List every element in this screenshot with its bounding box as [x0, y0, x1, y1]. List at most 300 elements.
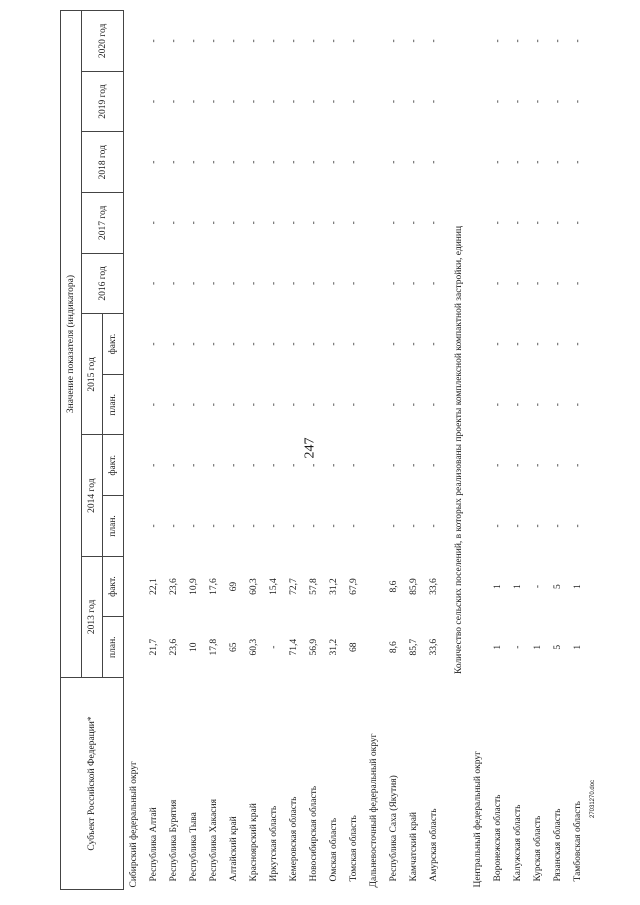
region-name: Омская область [329, 817, 339, 882]
value-cell: - [309, 39, 319, 43]
value-cell: - [289, 524, 299, 528]
value-cell: 17,6 [209, 578, 219, 595]
value-cell [468, 496, 488, 557]
region-name: Республика Саха (Якутия) [389, 775, 399, 882]
value-cell: - [169, 403, 179, 407]
value-cell: - [533, 524, 543, 528]
value-cell: - [429, 403, 439, 407]
table-row [184, 11, 204, 890]
value-cell: - [169, 99, 179, 104]
value-cell: 1 [493, 584, 503, 589]
value-cell: 57,8 [309, 578, 319, 595]
value-cell: - [429, 463, 439, 467]
value-cell: - [229, 281, 239, 286]
region-name: Республика Хакасия [209, 799, 219, 882]
value-cell: - [209, 39, 219, 43]
value-cell [364, 253, 384, 314]
value-cell: 56,9 [309, 638, 319, 656]
value-cell: - [493, 221, 503, 225]
value-cell: - [429, 99, 439, 104]
value-cell: 85,9 [409, 578, 419, 595]
value-cell: - [349, 160, 359, 164]
value-cell: - [553, 403, 563, 407]
value-cell [364, 193, 384, 254]
value-cell: 85,7 [409, 638, 419, 656]
region-name: Томская область [349, 815, 359, 882]
value-cell: 5 [553, 644, 563, 650]
value-cell: 60,3 [249, 578, 259, 595]
value-cell: - [169, 39, 179, 43]
value-cell: - [249, 39, 259, 43]
value-cell: - [169, 221, 179, 225]
year-2020-header: 2020 год [82, 11, 124, 72]
value-cell: - [289, 39, 299, 43]
value-cell: - [429, 342, 439, 346]
value-cell: - [409, 39, 419, 43]
table-row [324, 11, 344, 890]
table-row [244, 11, 264, 890]
value-cell: - [389, 524, 399, 528]
value-cell: - [329, 281, 339, 286]
value-cell [468, 253, 488, 314]
value-cell: 33,6 [429, 578, 439, 595]
value-cell: - [553, 221, 563, 225]
value-cell: - [533, 403, 543, 407]
value-cell: - [149, 403, 159, 407]
value-cell [468, 11, 488, 72]
value-cell: - [189, 160, 199, 164]
value-cell: 15,4 [269, 578, 279, 595]
value-cell: - [269, 221, 279, 225]
year-2014-header: 2014 год [82, 435, 103, 556]
region-name: Воронежская область [493, 794, 503, 882]
table-row [284, 11, 304, 890]
value-cell [364, 314, 384, 375]
value-cell: - [553, 160, 563, 164]
plan-2015-header: план. [103, 374, 124, 435]
value-cell: - [189, 39, 199, 43]
value-cell: - [389, 281, 399, 286]
value-cell: - [349, 221, 359, 225]
value-cell: - [409, 403, 419, 407]
value-cell [468, 314, 488, 375]
value-cell [364, 132, 384, 193]
region-name: Курская область [533, 815, 543, 882]
value-cell: - [493, 463, 503, 467]
value-cell: - [309, 281, 319, 286]
value-cell: - [209, 403, 219, 407]
value-cell: - [309, 342, 319, 346]
value-cell: - [209, 160, 219, 164]
value-cell: - [429, 39, 439, 43]
value-cell: 10,9 [189, 578, 199, 595]
plan-2013-header: план. [103, 617, 124, 678]
value-cell: - [289, 99, 299, 104]
value-cell: 33,6 [429, 638, 439, 656]
value-cell: - [149, 160, 159, 164]
value-cell: - [169, 524, 179, 528]
value-cell [364, 556, 384, 617]
value-cell: - [409, 463, 419, 467]
value-cell: - [229, 342, 239, 346]
value-cell: - [209, 463, 219, 467]
value-cell: - [249, 342, 259, 346]
value-cell: - [229, 463, 239, 467]
value-cell: - [229, 160, 239, 164]
region-name: Рязанская область [553, 808, 563, 882]
value-cell: - [493, 342, 503, 346]
value-cell: - [533, 160, 543, 164]
region-name: Республика Алтай [149, 807, 159, 882]
table-row [384, 11, 404, 890]
value-cell: - [209, 281, 219, 286]
value-cell: - [209, 221, 219, 225]
table-row [528, 11, 548, 890]
value-cell: - [533, 39, 543, 43]
footer-file-code: 27031270.doc [590, 779, 596, 818]
value-cell: 31,2 [329, 578, 339, 595]
value-cell: - [573, 281, 583, 286]
value-cell: 68 [349, 642, 359, 652]
district-row [468, 11, 488, 890]
table-row [264, 11, 284, 890]
value-cell: - [289, 463, 299, 467]
year-2016-header: 2016 год [82, 253, 124, 314]
value-cell: - [149, 342, 159, 346]
value-cell: - [189, 99, 199, 104]
value-cell [124, 435, 145, 496]
year-2019-header: 2019 год [82, 71, 124, 132]
table-row [144, 11, 164, 890]
value-cell: - [149, 463, 159, 467]
value-cell [468, 374, 488, 435]
value-cell: - [329, 99, 339, 104]
value-cell [364, 71, 384, 132]
rotated-table-sheet [60, 10, 583, 890]
value-cell: - [249, 221, 259, 225]
value-cell: - [189, 221, 199, 225]
value-cell: - [169, 342, 179, 346]
value-cell: - [533, 584, 543, 589]
district-row [124, 11, 145, 890]
value-cell: - [513, 160, 523, 164]
value-cell: - [269, 281, 279, 286]
value-cell [124, 496, 145, 557]
value-cell: - [189, 342, 199, 346]
value-cell: - [429, 281, 439, 286]
value-cell [468, 556, 488, 617]
value-cell [124, 617, 145, 678]
value-cell: - [409, 342, 419, 346]
value-cell: - [429, 160, 439, 164]
value-cell: - [329, 160, 339, 164]
region-name: Республика Тыва [189, 812, 199, 882]
value-cell: - [513, 281, 523, 286]
region-name: Иркутская область [269, 805, 279, 882]
region-name: Тамбовская область [573, 801, 583, 882]
region-name: Красноярский край [249, 803, 259, 882]
table-row [424, 11, 444, 890]
value-cell: - [573, 39, 583, 43]
value-cell: - [329, 463, 339, 467]
table-row [204, 11, 224, 890]
value-cell [468, 435, 488, 496]
value-cell: - [269, 463, 279, 467]
fact-2015-header: факт. [103, 314, 124, 375]
value-cell: 8,6 [389, 641, 399, 654]
value-cell: 10 [189, 642, 199, 652]
value-cell: - [553, 99, 563, 104]
value-cell: - [209, 99, 219, 104]
value-cell: 1 [573, 644, 583, 650]
table-row [488, 11, 508, 890]
value-cell: - [573, 160, 583, 164]
value-cell: - [209, 524, 219, 528]
value-cell: - [329, 221, 339, 225]
value-cell: - [249, 99, 259, 104]
value-cell [124, 193, 145, 254]
value-cell: - [533, 99, 543, 104]
value-cell: 1 [513, 584, 523, 589]
value-cell: - [189, 463, 199, 467]
value-cell: 60,3 [249, 638, 259, 656]
page-number: 247 [302, 437, 318, 459]
table-row [224, 11, 244, 890]
value-cell: - [269, 403, 279, 407]
value-cell: - [229, 221, 239, 225]
value-cell: - [329, 524, 339, 528]
value-cell: - [349, 99, 359, 104]
value-cell: - [429, 221, 439, 225]
value-cell: - [493, 39, 503, 43]
district-name: Сибирский федеральный округ [129, 761, 139, 888]
value-cell: - [533, 221, 543, 225]
value-cell [468, 71, 488, 132]
value-cell: - [553, 39, 563, 43]
value-cell: - [409, 160, 419, 164]
value-cell: - [493, 403, 503, 407]
value-cell: - [513, 524, 523, 528]
value-cell: - [249, 281, 259, 286]
value-cell: - [349, 524, 359, 528]
table-row [568, 11, 588, 890]
value-cell: - [513, 342, 523, 346]
value-cell: - [389, 39, 399, 43]
value-cell: - [209, 342, 219, 346]
value-cell: - [513, 39, 523, 43]
subject-column-header: Субъект Российской Федерации* [61, 678, 124, 890]
value-cell: - [269, 645, 279, 649]
value-cell: - [229, 39, 239, 43]
year-2013-header: 2013 год [82, 556, 103, 677]
value-cell: - [573, 221, 583, 225]
value-cell: 1 [533, 644, 543, 650]
value-cell: - [513, 99, 523, 104]
value-cell [124, 132, 145, 193]
value-cell: - [573, 99, 583, 104]
value-cell [468, 132, 488, 193]
region-name: Новосибирская область [309, 785, 319, 882]
value-cell [364, 11, 384, 72]
year-2018-header: 2018 год [82, 132, 124, 193]
value-cell: - [409, 524, 419, 528]
value-cell: - [309, 99, 319, 104]
value-cell: - [149, 39, 159, 43]
section-1-body [124, 11, 445, 890]
value-cell [468, 617, 488, 678]
value-cell: - [249, 463, 259, 467]
value-cell: 17,8 [209, 638, 219, 656]
value-cell: - [389, 403, 399, 407]
region-name: Кемеровская область [289, 796, 299, 882]
value-cell: - [429, 524, 439, 528]
year-2017-header: 2017 год [82, 193, 124, 254]
region-name: Амурская область [429, 808, 439, 882]
table-row [548, 11, 568, 890]
table-row [344, 11, 364, 890]
value-cell: - [389, 160, 399, 164]
value-cell: - [349, 403, 359, 407]
value-cell: - [149, 281, 159, 286]
value-cell: 1 [493, 644, 503, 650]
fact-2014-header: факт. [103, 435, 124, 496]
value-cell: - [269, 524, 279, 528]
value-cell: - [573, 403, 583, 407]
value-cell: 71,4 [289, 638, 299, 656]
value-cell: - [269, 160, 279, 164]
value-cell: - [249, 160, 259, 164]
district-name: Дальневосточный федеральный округ [369, 733, 379, 888]
table-row [164, 11, 184, 890]
value-cell [124, 314, 145, 375]
value-cell: - [149, 221, 159, 225]
value-cell: 69 [229, 581, 239, 592]
value-cell: - [493, 524, 503, 528]
indicator-value-header: Значение показателя (индикатора) [61, 11, 82, 678]
value-cell: - [309, 524, 319, 528]
value-cell: 23,6 [169, 578, 179, 595]
value-cell: - [513, 463, 523, 467]
value-cell: - [269, 39, 279, 43]
value-cell: - [409, 281, 419, 286]
value-cell: 22,1 [149, 578, 159, 595]
value-cell: 31,2 [329, 638, 339, 656]
value-cell: - [149, 524, 159, 528]
value-cell: - [249, 524, 259, 528]
value-cell: - [349, 281, 359, 286]
value-cell: - [553, 281, 563, 286]
value-cell [364, 496, 384, 557]
value-cell: - [533, 342, 543, 346]
year-2015-header: 2015 год [82, 314, 103, 435]
value-cell: 72,7 [289, 578, 299, 595]
value-cell: - [409, 99, 419, 104]
value-cell [124, 556, 145, 617]
value-cell: 65 [229, 642, 239, 652]
value-cell [364, 374, 384, 435]
value-cell: - [169, 463, 179, 467]
value-cell: - [289, 160, 299, 164]
value-cell: 8,6 [389, 580, 399, 593]
value-cell [124, 374, 145, 435]
value-cell: - [533, 281, 543, 286]
value-cell: - [229, 99, 239, 104]
value-cell: - [169, 281, 179, 286]
value-cell: - [493, 160, 503, 164]
value-cell: - [329, 342, 339, 346]
value-cell: - [269, 342, 279, 346]
value-cell: - [169, 160, 179, 164]
section-2-caption-body [444, 11, 468, 890]
value-cell: - [553, 463, 563, 467]
value-cell [124, 11, 145, 72]
value-cell: - [289, 281, 299, 286]
value-cell: - [329, 39, 339, 43]
value-cell: - [513, 403, 523, 407]
table-row [404, 11, 424, 890]
value-cell: - [189, 403, 199, 407]
value-cell: 67,9 [349, 578, 359, 595]
value-cell: - [389, 99, 399, 104]
value-cell: 21,7 [149, 638, 159, 656]
region-name: Алтайский край [229, 816, 239, 882]
value-cell: - [493, 281, 503, 286]
value-cell: - [309, 221, 319, 225]
value-cell: - [493, 99, 503, 104]
value-cell: - [189, 524, 199, 528]
value-cell: - [349, 342, 359, 346]
value-cell: - [309, 463, 319, 467]
value-cell: - [189, 281, 199, 286]
table-row [304, 11, 324, 890]
value-cell [124, 253, 145, 314]
value-cell [468, 193, 488, 254]
value-cell: - [533, 463, 543, 467]
value-cell: 5 [553, 584, 563, 589]
region-name: Калужская область [513, 804, 523, 882]
value-cell: - [289, 221, 299, 225]
indicator-table [60, 10, 588, 890]
value-cell: - [513, 221, 523, 225]
value-cell: - [389, 221, 399, 225]
value-cell: - [249, 403, 259, 407]
section-2-caption: Количество сельских поселений, в которых реализованы проекты комплексной компактной застройки, единиц [454, 225, 464, 675]
region-name: Республика Бурятия [169, 799, 179, 882]
district-row [364, 11, 384, 890]
fact-2013-header: факт. [103, 556, 124, 617]
value-cell: 1 [573, 584, 583, 589]
value-cell: - [309, 403, 319, 407]
section-2-body [468, 11, 588, 890]
value-cell: - [389, 342, 399, 346]
value-cell: 23,6 [169, 638, 179, 656]
value-cell: - [269, 99, 279, 104]
region-name: Камчатский край [409, 812, 419, 882]
value-cell: - [349, 39, 359, 43]
value-cell: - [329, 403, 339, 407]
value-cell: - [229, 524, 239, 528]
value-cell: - [573, 463, 583, 467]
value-cell: - [573, 342, 583, 346]
value-cell: - [289, 342, 299, 346]
plan-2014-header: план. [103, 496, 124, 557]
value-cell: - [553, 524, 563, 528]
value-cell [364, 617, 384, 678]
table-row [508, 11, 528, 890]
table-header [61, 11, 124, 890]
value-cell: - [513, 645, 523, 649]
value-cell: - [149, 99, 159, 104]
